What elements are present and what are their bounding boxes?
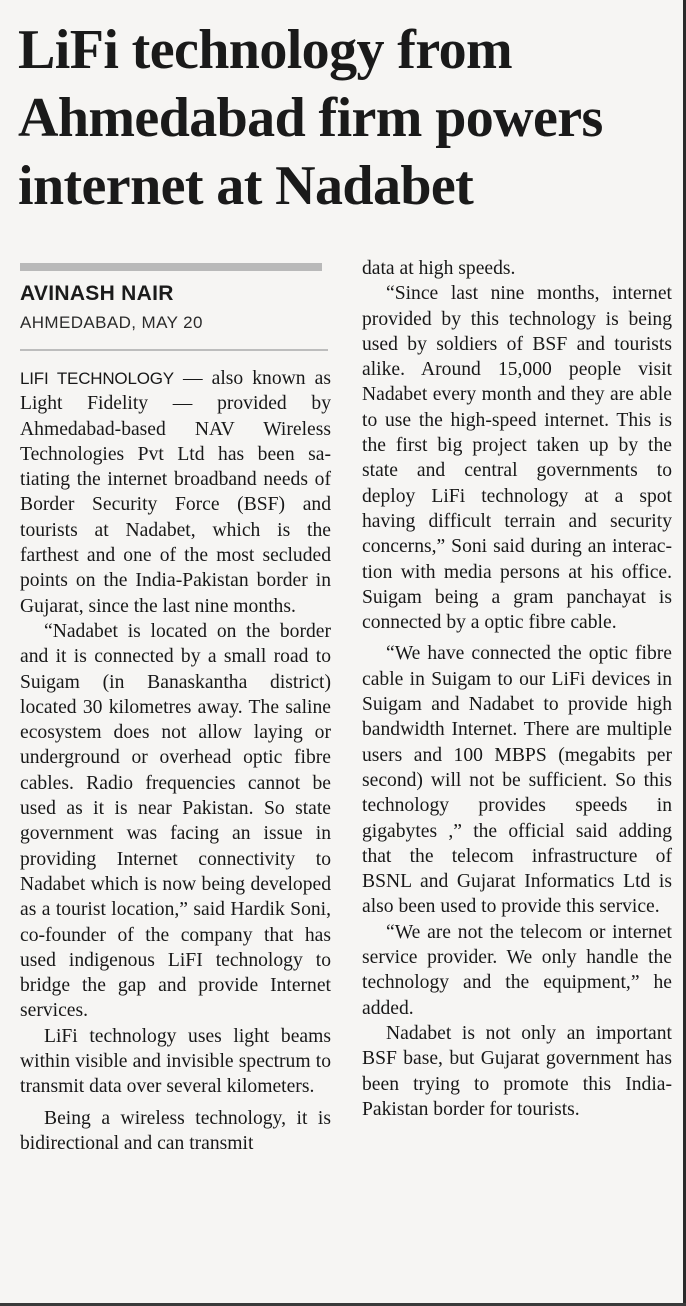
paragraph: Nadabet is not only an important BSF base, but Gujarat government has been trying to promote this India-Pakistan border for tourists. xyxy=(362,1022,672,1120)
paragraph: “Nadabet is located on the border and it is connected by a small road to Suigam (in Banaskantha district) located 30 kilometres away. The saline ecosystem does not allow laying or underground or overhead optic fibre cables. Radio frequencies cannot be used as it is near Pakistan. So state government was facing an issue in providing Internet connectivity to Nadabet which is now being developed as a tourist location,” said Hardik Soni, co-founder of the company that has used indigenous LiFI technology to bridge the gap and provide Internet services. xyxy=(20,620,331,1022)
article-column-right xyxy=(362,256,672,1122)
headline: LiFi technology from Ahmedabad firm powers internet at Nadabet xyxy=(18,19,603,217)
dateline: AHMEDABAD, MAY 20 xyxy=(20,313,203,332)
byline-rule-thin xyxy=(20,349,328,351)
byline-rule-thick xyxy=(20,263,322,271)
author-byline: AVINASH NAIR xyxy=(20,282,174,305)
paragraph: Being a wireless technology, it is bidirectional and can transmit xyxy=(20,1107,331,1154)
article-column-left xyxy=(20,366,331,1156)
paragraph: “We are not the telecom or internet service provider. We only handle the technology and the equipment,” he added. xyxy=(362,921,672,1019)
paragraph: “Since last nine months, internet provided by this technology is being used by soldiers of BSF and tourists alike. Around 15,000 people visit Nadabet every month and they are able to use the high-speed internet. This is the first big project taken up by the state and central governments to deploy LiFi technology at a spot having difficult terrain and security concerns,” Soni said during an interaction with media persons at his office. Suigam being a gram panchayat is connected by a optic fibre cable. xyxy=(362,283,672,634)
kicker: LIFI TECHNOLOGY xyxy=(20,369,174,388)
paragraph: “We have connected the optic fibre cable in Suigam to our LiFi devices in Suigam and Nadabet to provide high bandwidth Internet. There are multiple users and 100 MBPS (megabits per second) will not be sufficient. So this technology provides speeds in gigabytes ,” the official said adding that the telecom infrastructure of BSNL and Gujarat Informatics Ltd is also been used to provide this service. xyxy=(362,643,672,918)
paragraph-continued: data at high speeds. xyxy=(362,258,516,279)
intro-text: — also known as Light Fidelity — provided by Ahmedabad-based NAV Wireless Technologies Pvt Ltd has been satiating the internet broadband needs of Border Security Force (BSF) and tourists at Nadabet, which is the farthest and one of the most secluded points on the India-Pakistan border in Gujarat, since the last nine months. xyxy=(20,368,331,617)
paragraph: LiFi technology uses light beams within visible and invisible spectrum to transmit data over several kilometers. xyxy=(20,1025,331,1098)
paragraph-intro xyxy=(20,366,331,619)
